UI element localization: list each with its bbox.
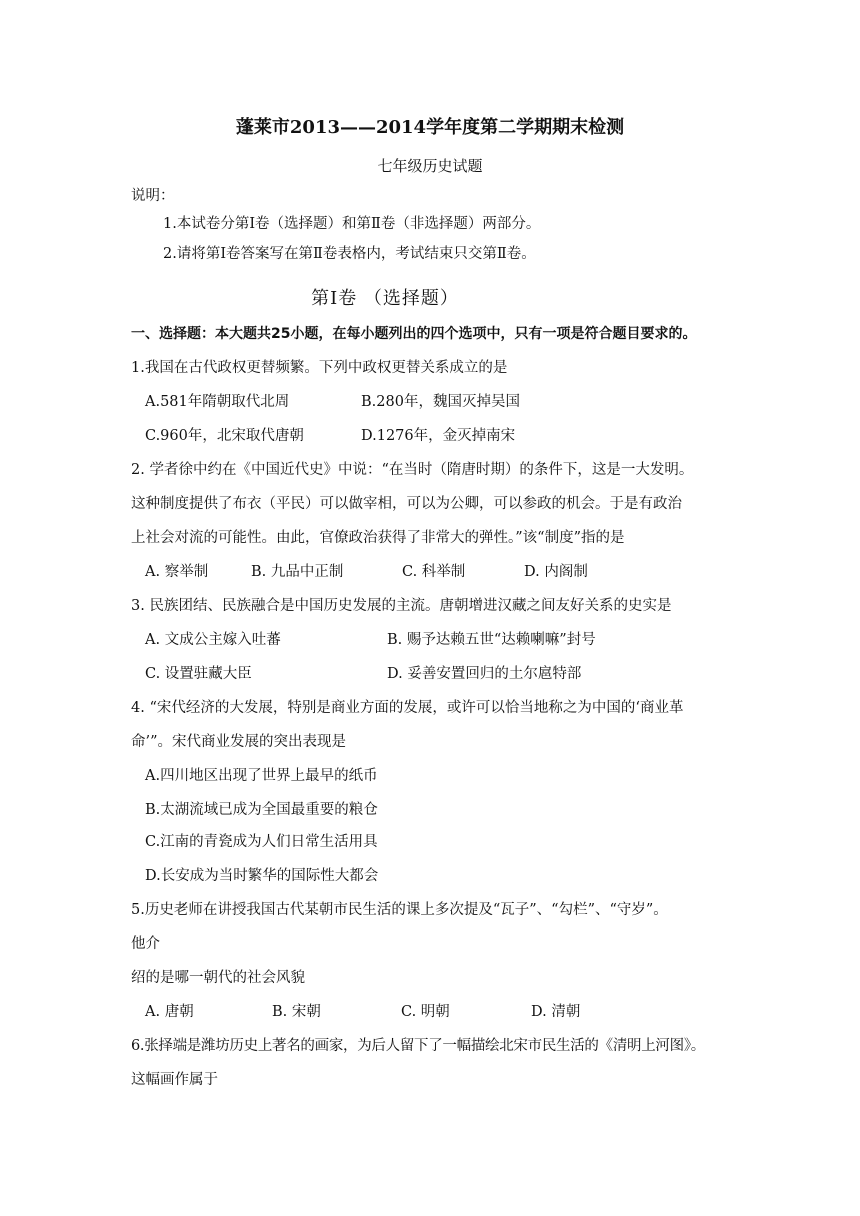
option: C. 科举制 [402, 564, 466, 580]
instruction-item: 2.请将第Ⅰ卷答案写在第Ⅱ卷表格内，考试结束只交第Ⅱ卷。 [163, 246, 536, 262]
option: A.四川地区出现了世界上最早的纸币 [145, 768, 378, 784]
option: B. 九品中正制 [251, 564, 344, 580]
option: C. 设置驻藏大臣 [145, 666, 252, 682]
page-subtitle: 七年级历史试题 [377, 157, 483, 175]
option: C.960年，北宋取代唐朝 [145, 428, 304, 444]
option: C. 明朝 [401, 1004, 450, 1020]
question-text: 1.我国在古代政权更替频繁。下列中政权更替关系成立的是 [131, 360, 508, 376]
question-text: 命’”。宋代商业发展的突出表现是 [131, 734, 347, 750]
question-text: 这幅画作属于 [131, 1072, 218, 1088]
question-text: 6.张择端是潍坊历史上著名的画家，为后人留下了一幅描绘北宋市民生活的《清明上河图》。 [131, 1038, 705, 1054]
part-title: 第Ⅰ卷 （选择题） [311, 288, 459, 309]
option: B. 宋朝 [272, 1004, 321, 1020]
option: A. 文成公主嫁入吐蕃 [145, 632, 281, 648]
question-text: 5.历史老师在讲授我国古代某朝市民生活的课上多次提及“瓦子”、“勾栏”、“守岁”。 [131, 902, 668, 918]
instruction-item: 1.本试卷分第Ⅰ卷（选择题）和第Ⅱ卷（非选择题）两部分。 [163, 216, 541, 232]
question-text: 绍的是哪一朝代的社会风貌 [131, 970, 305, 986]
option: A. 唐朝 [145, 1004, 194, 1020]
option: B. 赐予达赖五世“达赖喇嘛”封号 [387, 632, 596, 648]
option: C.江南的青瓷成为人们日常生活用具 [145, 834, 378, 850]
option: D. 清朝 [531, 1004, 581, 1020]
section-heading: 一、选择题：本大题共25小题，在每小题列出的四个选项中，只有一项是符合题目要求的。 [131, 326, 697, 342]
question-text: 4. “宋代经济的大发展，特别是商业方面的发展，或许可以恰当地称之为中国的‘商业革 [131, 700, 684, 716]
option: A.581年隋朝取代北周 [145, 394, 290, 410]
question-text: 上社会对流的可能性。由此，官僚政治获得了非常大的弹性。”该“制度”指的是 [131, 530, 625, 546]
page-title: 蓬莱市2013——2014学年度第二学期期末检测 [235, 117, 625, 138]
option: A. 察举制 [145, 564, 209, 580]
option: D.长安成为当时繁华的国际性大都会 [145, 868, 379, 884]
option: D. 内阁制 [524, 564, 588, 580]
question-text: 这种制度提供了布衣（平民）可以做宰相，可以为公卿，可以参政的机会。于是有政治 [131, 496, 682, 512]
question-text: 2. 学者徐中约在《中国近代史》中说：“在当时（隋唐时期）的条件下，这是一大发明。 [131, 462, 694, 478]
option: D.1276年，金灭掉南宋 [361, 428, 516, 444]
question-text: 他介 [131, 936, 160, 952]
option: B.280年，魏国灭掉吴国 [361, 394, 520, 410]
question-text: 3. 民族团结、民族融合是中国历史发展的主流。唐朝增进汉藏之间友好关系的史实是 [131, 598, 672, 614]
option: B.太湖流域已成为全国最重要的粮仓 [145, 802, 378, 818]
instructions-label: 说明： [131, 188, 175, 204]
option: D. 妥善安置回归的土尔扈特部 [387, 666, 582, 682]
